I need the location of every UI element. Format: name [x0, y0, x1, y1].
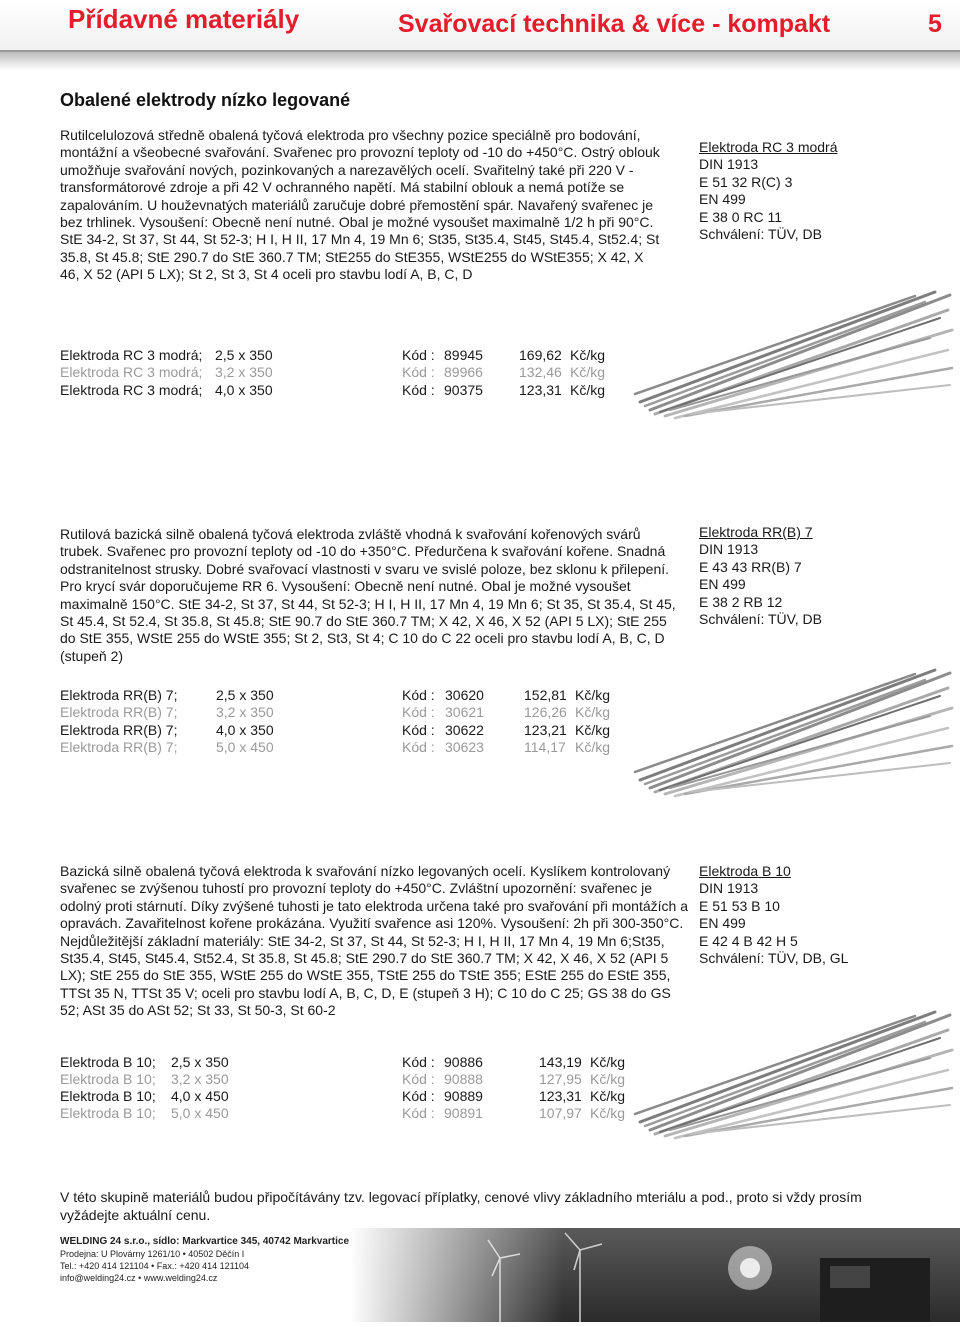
- row-price: 152,81: [524, 687, 567, 703]
- product-2-spec-line: Schválení: TÜV, DB: [699, 611, 822, 628]
- row-size: 5,0 x 450: [171, 1105, 229, 1121]
- row-price: 107,97: [539, 1105, 582, 1121]
- row-name: Elektroda RR(B) 7;: [60, 687, 178, 703]
- row-unit: Kč/kg: [590, 1071, 626, 1087]
- page-footer: [0, 1228, 960, 1322]
- product-2-spec-line: DIN 1913: [699, 541, 759, 558]
- row-name: Elektroda B 10;: [60, 1071, 156, 1087]
- row-name: Elektroda RC 3 modrá;: [60, 347, 203, 363]
- row-name: Elektroda RR(B) 7;: [60, 739, 178, 755]
- product-1-spec-line: EN 499: [699, 191, 746, 208]
- row-code-label: Kód :: [402, 739, 435, 755]
- row-unit: Kč/kg: [575, 722, 611, 738]
- row-size: 2,5 x 350: [215, 347, 273, 363]
- product-2-spec-line: EN 499: [699, 576, 746, 593]
- row-unit: Kč/kg: [575, 687, 611, 703]
- row-size: 3,2 x 350: [171, 1071, 229, 1087]
- row-code: 30620: [445, 687, 484, 703]
- footer-store: Prodejna: U Plovárny 1261/10 • 40502 Děčín I: [60, 1249, 245, 1259]
- row-code: 89945: [444, 347, 483, 363]
- row-price: 143,19: [539, 1054, 582, 1070]
- row-price: 114,17: [524, 739, 566, 755]
- row-size: 3,2 x 350: [215, 364, 273, 380]
- row-price: 132,46: [519, 364, 562, 380]
- row-unit: Kč/kg: [570, 347, 606, 363]
- row-price: 123,21: [524, 722, 567, 738]
- row-price: 123,31: [539, 1088, 582, 1104]
- product-1-description: Rutilcelulozová středně obalená tyčová elektroda pro všechny pozice speciálně pro bodování, montážní a všeobecné svařování. Svařenec pro provozní teploty od -10 do +450°C. Ostrý oblouk umožňuje svařování nových, pozinkovaných a narezavělých ocelí. Svařitelný také při 220 V - transformátorové zdroje a při 42 V ochranného napětí. Má stabilní oblouk a nemá potíže se zapalováním. U houževnatých materiálů zaručuje dobré přemostění spár. Navařený svařenec je bez trhlinek. Vysoušení: Obecně není nutné. Obal je možné vysoušet maximalně 1/2 h při 90°C. StE 34-2, St 37, St 44, St 52-3; H I, H II, 17 Mn 4, 19 Mn 6; St35, St35.4, St45, St45.4, St52.4; St 35.8, St 45.8; StE 290.7 do StE 360.7 TM; StE255 do StE355, WStE255 do WStE355; X 42, X 46, X 52 (API 5 LX); St 2, St 3, St 4 oceli pro stavbu lodí A, B, C, D: [60, 127, 660, 283]
- row-name: Elektroda RR(B) 7;: [60, 704, 178, 720]
- product-2-spec: [699, 524, 822, 628]
- row-unit: Kč/kg: [575, 704, 611, 720]
- row-code: 30623: [445, 739, 484, 755]
- product-2-spec-line: E 43 43 RR(B) 7: [699, 558, 802, 575]
- row-code-label: Kód :: [402, 1088, 435, 1104]
- product-2-spec-line: E 38 2 RB 12: [699, 593, 783, 610]
- footer-seat: , sídlo: Markvartice 345, 40742 Markvartice: [147, 1236, 350, 1247]
- row-size: 2,5 x 350: [171, 1054, 229, 1070]
- footer-company: WELDING 24 s.r.o.: [60, 1236, 148, 1247]
- row-code-label: Kód :: [402, 1105, 435, 1121]
- row-name: Elektroda RC 3 modrá;: [60, 364, 203, 380]
- row-size: 3,2 x 350: [216, 704, 274, 720]
- footer-web[interactable]: info@welding24.cz • www.welding24.cz: [60, 1273, 218, 1283]
- product-3-spec-line: E 42 4 B 42 H 5: [699, 932, 798, 949]
- header-left-title: Přídavné materiály: [68, 4, 300, 34]
- product-3-spec-line: E 51 53 B 10: [699, 897, 780, 914]
- product-3-description: Bazická silně obalená tyčová elektroda k svařování nízko legovaných ocelí. Kyslíkem kontrolovaný svařenec se zvýšenou tuhostí pro provozní teploty do +450°C. Zvláštní upozornění: svařenec je odolný proti stárnutí. Díky zvýšené tuhosti je tato elektroda určena také pro svařování při montážích a opravách. Zavařitelnost kořene prokázána. Využití svařence asi 120%. Vysoušení: 2h při 300-350°C. Nejdůležitější základní materiály: StE 34-2, St 37, St 44, St 52-3; H I, H II, 17 Mn 4, 19 Mn 6;St35, St35.4, St45, St45.4, St52.4, St 35.8, St 45.8; StE 290.7 do StE 360.7 TM; X 42, X 46, X 52 (API 5 LX); StE 255 do StE 355, WStE 255 do WStE 355, TStE 255 do TStE 355; EStE 255 do EStE 355, TTSt 35 N, TTSt 35 V; oceli pro stavbu lodí A, B, C, D, E (stupeň 3 H); C 10 do C 25; GS 38 do GS 52; ASt 35 do ASt 52; St 33, St 50-3, St 60-2: [60, 863, 688, 1019]
- row-code-label: Kód :: [402, 382, 435, 398]
- row-code: 90375: [444, 382, 483, 398]
- product-3-image: [630, 1010, 955, 1140]
- row-size: 4,0 x 350: [216, 722, 274, 738]
- row-code: 30622: [445, 722, 484, 738]
- product-3-spec-line: Schválení: TÜV, DB, GL: [699, 950, 849, 967]
- row-name: Elektroda RR(B) 7;: [60, 722, 178, 738]
- row-code: 90886: [444, 1054, 483, 1070]
- row-code: 90891: [444, 1105, 483, 1121]
- row-unit: Kč/kg: [590, 1105, 626, 1121]
- product-1-spec-line: Schválení: TÜV, DB: [699, 226, 822, 243]
- product-2-spec-title: Elektroda RR(B) 7: [699, 524, 813, 540]
- row-price: 127,95: [539, 1071, 582, 1087]
- row-unit: Kč/kg: [570, 364, 606, 380]
- section-title: Obalené elektrody nízko legované: [60, 90, 351, 110]
- row-code-label: Kód :: [402, 722, 435, 738]
- row-code-label: Kód :: [402, 687, 435, 703]
- row-code: 89966: [444, 364, 483, 380]
- product-1-spec-line: E 38 0 RC 11: [699, 208, 783, 225]
- product-1-spec-line: DIN 1913: [699, 156, 759, 173]
- row-code-label: Kód :: [402, 347, 435, 363]
- page-number: 5: [928, 10, 942, 38]
- row-size: 2,5 x 350: [216, 687, 274, 703]
- row-code-label: Kód :: [402, 1071, 435, 1087]
- row-unit: Kč/kg: [570, 382, 606, 398]
- header-divider: [0, 52, 960, 70]
- row-size: 4,0 x 450: [171, 1088, 229, 1104]
- row-size: 4,0 x 350: [215, 382, 273, 398]
- row-price: 169,62: [519, 347, 562, 363]
- row-code: 30621: [445, 704, 484, 720]
- row-unit: Kč/kg: [590, 1054, 626, 1070]
- row-code: 90889: [444, 1088, 483, 1104]
- page-header: [0, 0, 960, 52]
- row-unit: Kč/kg: [575, 739, 611, 755]
- product-2-image: [630, 668, 955, 798]
- product-1-image: [630, 290, 955, 420]
- product-1-spec-title: Elektroda RC 3 modrá: [699, 139, 838, 155]
- row-name: Elektroda RC 3 modrá;: [60, 382, 203, 398]
- product-1-spec: [699, 139, 838, 243]
- row-name: Elektroda B 10;: [60, 1088, 156, 1104]
- row-unit: Kč/kg: [590, 1088, 626, 1104]
- row-code-label: Kód :: [402, 704, 435, 720]
- row-name: Elektroda B 10;: [60, 1105, 156, 1121]
- row-code-label: Kód :: [402, 1054, 435, 1070]
- row-name: Elektroda B 10;: [60, 1054, 156, 1070]
- product-2-description: Rutilová bazická silně obalená tyčová elektroda zvláště vhodná k svařování kořenových svárů trubek. Svařenec pro provozní teploty od -10 do +350°C. Předurčena k svařování kořene. Snadná odstranitelnost strusky. Dobré svařovací vlastnosti v svaru ve svislé poloze, bez sklonu k přilepení. Pro krycí svár doporučujeme RR 6. Vysoušení: Obecně není nutné. Obal je možné vysoušet maximalně 150°C. StE 34-2, St 37, St 44, St 52-3; H I, H II, 17 Mn 4, 19 Mn 6; St 35, St 35.4, St 45, St 45.4, St 52.4, St 35.8, St 45.8; StE 90.7 do StE 360.7 TM; X 42, X 46, X 52 (API 5 LX); StE 255 do StE 355, WStE 255 do WStE 355; St 2, St3, St 4; C 10 do C 22 oceli pro stavbu lodí A, B, C, D (stupeň 2): [60, 526, 676, 664]
- product-1-spec-line: E 51 32 R(C) 3: [699, 173, 793, 190]
- footer-photo: [350, 1228, 960, 1322]
- footer-contact: [60, 1236, 349, 1284]
- product-3-spec-line: EN 499: [699, 915, 746, 932]
- footer-phone: Tel.: +420 414 121104 • Fax.: +420 414 121104: [60, 1261, 249, 1271]
- row-price: 126,26: [524, 704, 567, 720]
- product-3-spec: [699, 863, 848, 967]
- product-3-spec-title: Elektroda B 10: [699, 863, 791, 879]
- row-size: 5,0 x 450: [216, 739, 274, 755]
- header-right-title: Svařovací technika & více - kompakt: [398, 10, 831, 38]
- product-3-spec-line: DIN 1913: [699, 880, 759, 897]
- footer-company-line: [60, 1236, 349, 1248]
- row-code-label: Kód :: [402, 364, 435, 380]
- row-price: 123,31: [519, 382, 562, 398]
- price-note: V této skupině materiálů budou připočítávány tzv. legovací příplatky, cenové vlivy základního mteriálu a pod., proto si vždy prosím vyžádejte aktuální cenu.: [60, 1189, 862, 1223]
- row-code: 90888: [444, 1071, 483, 1087]
